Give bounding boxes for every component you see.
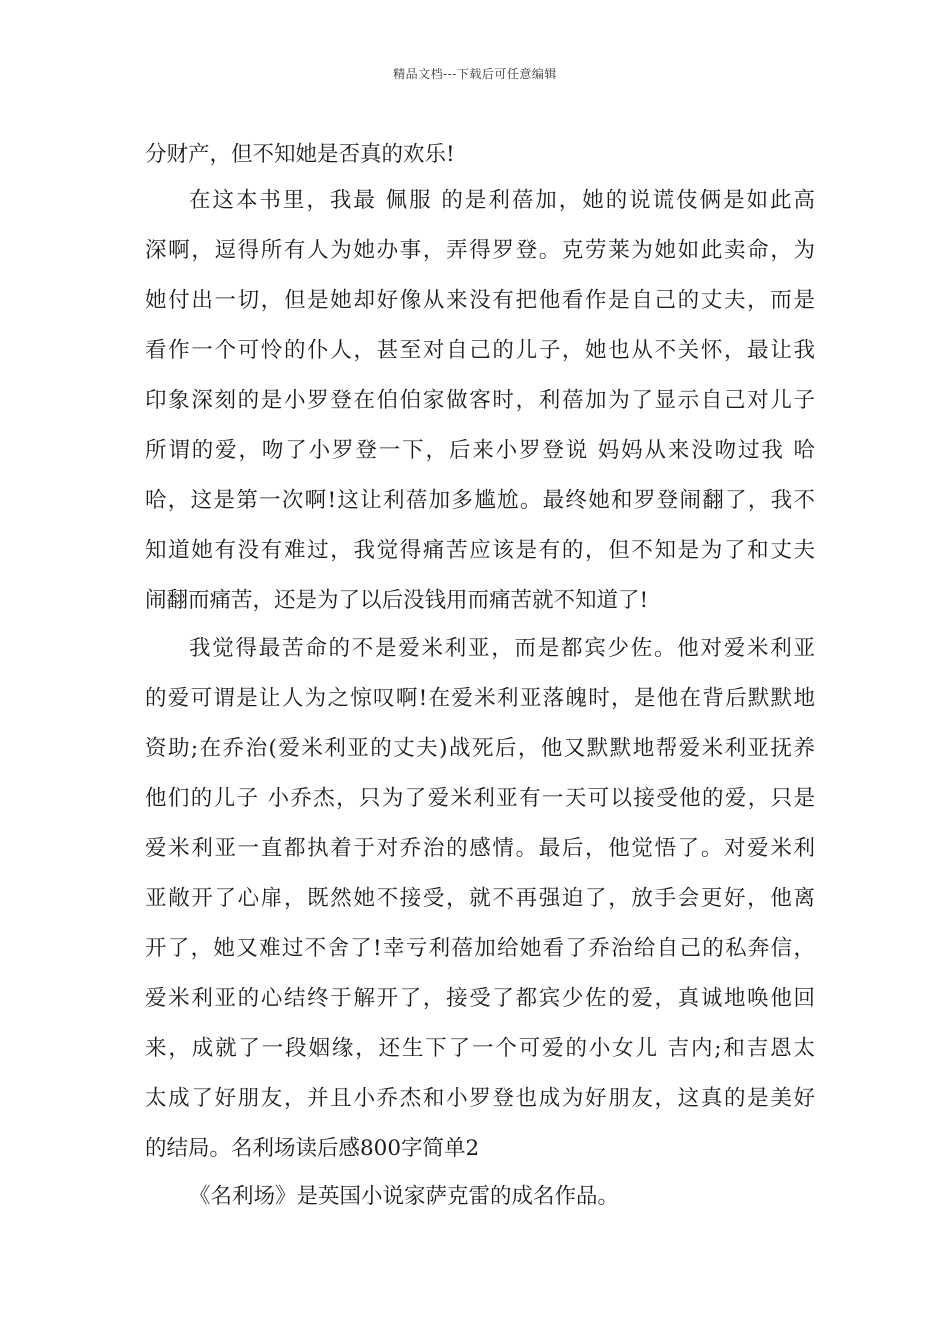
body-line-1: 分财产，但不知她是否真的欢乐! — [145, 142, 455, 167]
body-line-17: 开了，她又难过不舍了!幸亏利蓓加给她看了乔治给自己的私奔信， — [145, 936, 815, 961]
body-line-4: 她付出一切，但是她却好像从来没有把他看作是自己的丈夫，而是 — [145, 288, 815, 313]
body-line-19: 来，成就了一段姻缘，还生下了一个可爱的小女儿 吉内;和吉恩太 — [145, 1036, 815, 1061]
page-header: 精品文档---下载后可任意编辑 — [393, 67, 557, 81]
body-line-10: 闹翻而痛苦，还是为了以后没钱用而痛苦就不知道了! — [145, 588, 649, 613]
body-line-15: 爱米利亚一直都执着于对乔治的感情。最后，他觉悟了。对爱米利 — [145, 836, 815, 861]
body-line-11: 我觉得最苦命的不是爱米利亚，而是都宾少佐。他对爱米利亚 — [189, 636, 815, 661]
body-line-18: 爱米利亚的心结终于解开了，接受了都宾少佐的爱，真诚地唤他回 — [145, 986, 815, 1011]
body-line-8: 哈，这是第一次啊!这让利蓓加多尴尬。最终她和罗登闹翻了，我不 — [145, 488, 815, 513]
body-line-14: 他们的儿子 小乔杰，只为了爱米利亚有一天可以接受他的爱，只是 — [145, 786, 815, 811]
body-line-9: 知道她有没有难过，我觉得痛苦应该是有的，但不知是为了和丈夫 — [145, 538, 815, 563]
body-line-22: 《名利场》是英国小说家萨克雷的成名作品。 — [189, 1184, 620, 1209]
body-line-2: 在这本书里，我最 佩服 的是利蓓加，她的说谎伎俩是如此高 — [189, 188, 815, 213]
body-line-16: 亚敞开了心扉，既然她不接受，就不再强迫了，放手会更好，他离 — [145, 886, 815, 911]
body-line-21: 的结局。名利场读后感800字简单2 — [145, 1136, 480, 1161]
body-line-7: 所谓的爱，吻了小罗登一下，后来小罗登说 妈妈从来没吻过我 哈 — [145, 438, 815, 463]
body-line-20: 太成了好朋友，并且小乔杰和小罗登也成为好朋友，这真的是美好 — [145, 1086, 815, 1111]
body-line-6: 印象深刻的是小罗登在伯伯家做客时，利蓓加为了显示自己对儿子 — [145, 388, 815, 413]
body-line-12: 的爱可谓是让人为之惊叹啊!在爱米利亚落魄时，是他在背后默默地 — [145, 686, 815, 711]
body-line-13: 资助;在乔治(爱米利亚的丈夫)战死后，他又默默地帮爱米利亚抚养 — [145, 736, 815, 761]
body-line-3: 深啊，逗得所有人为她办事，弄得罗登。克劳莱为她如此卖命，为 — [145, 238, 815, 263]
body-line-5: 看作一个可怜的仆人，甚至对自己的儿子，她也从不关怀，最让我 — [145, 338, 815, 363]
